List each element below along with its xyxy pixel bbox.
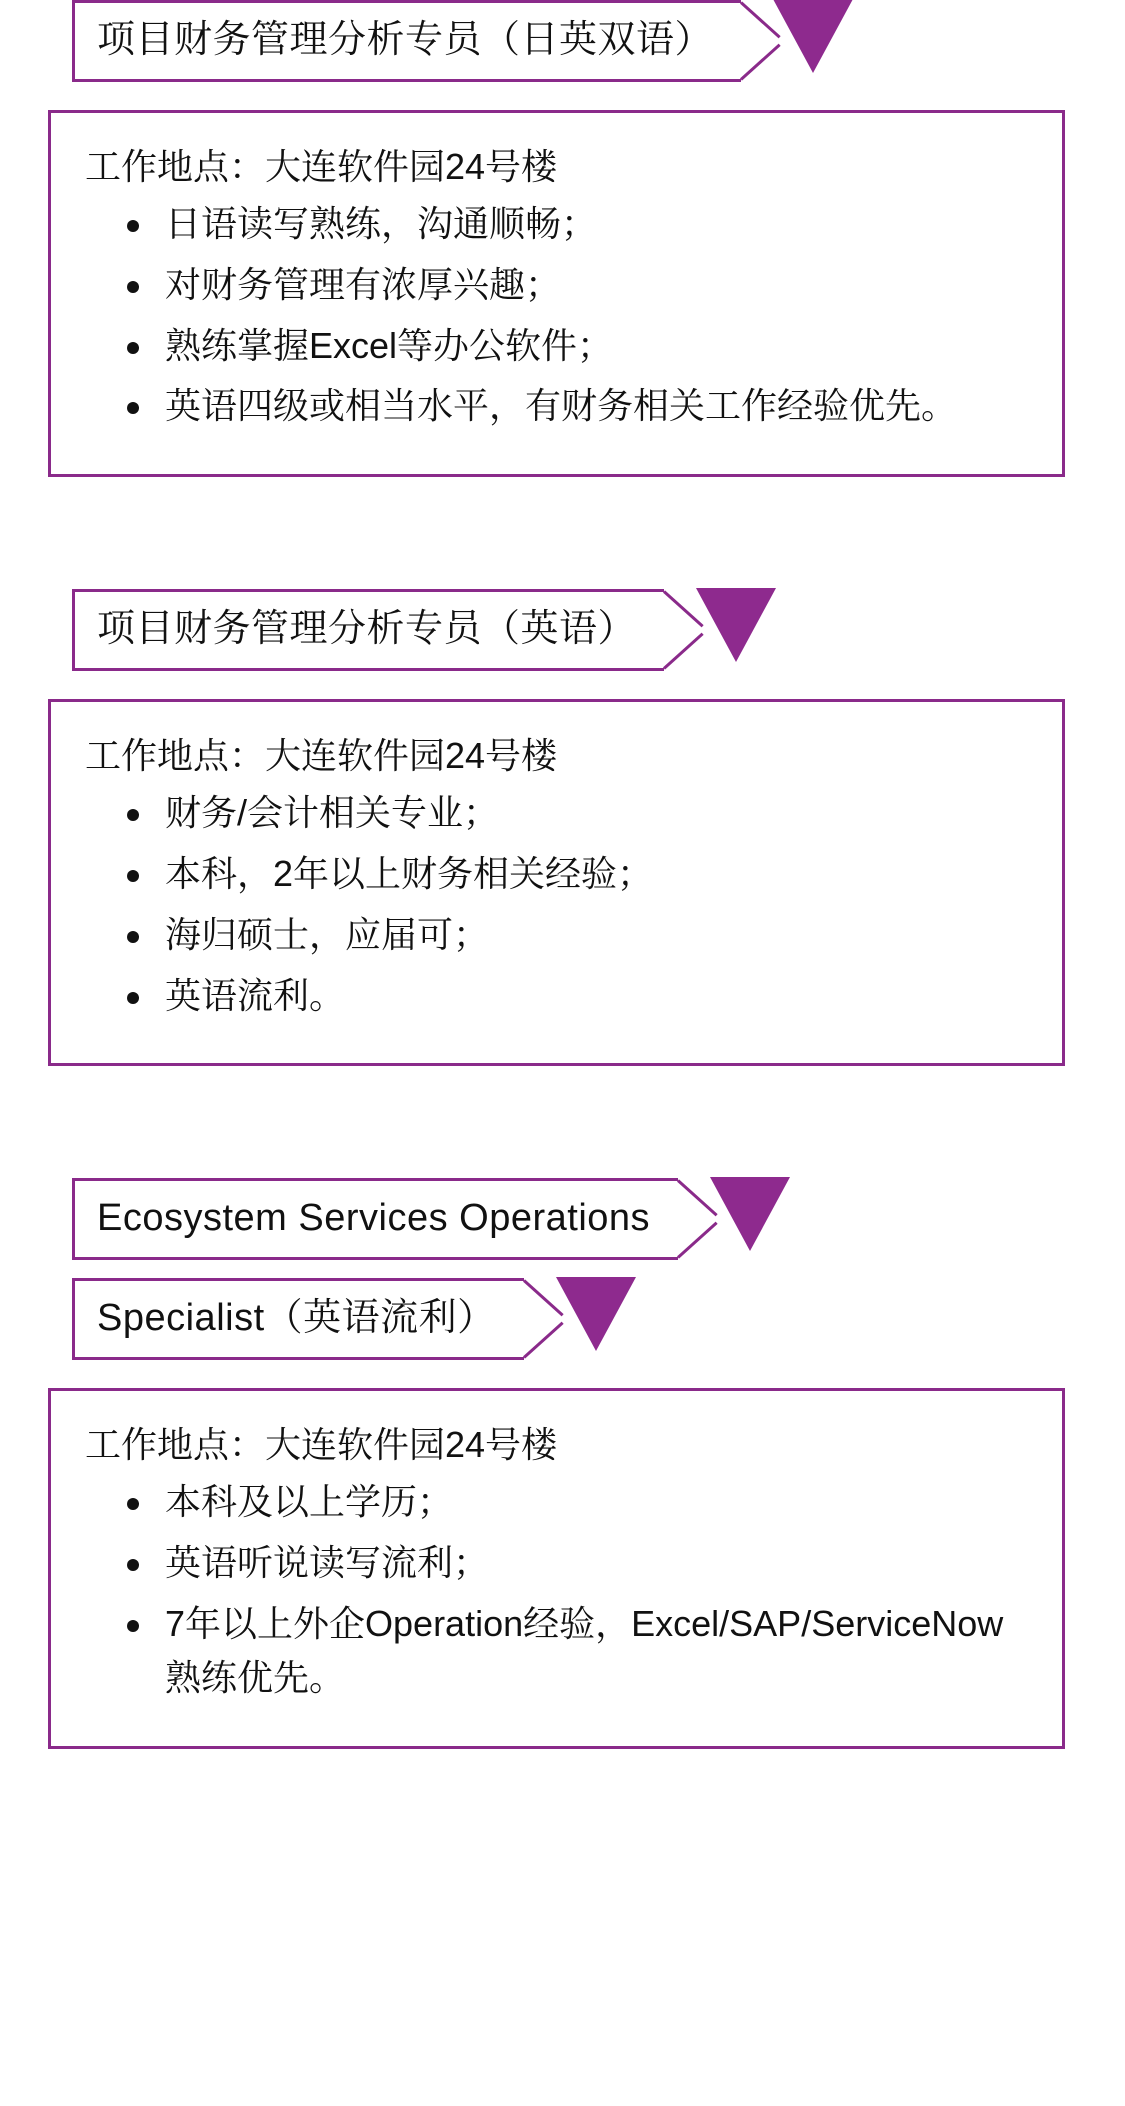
list-item: 日语读写熟练，沟通顺畅； <box>161 197 1028 252</box>
list-item: 海归硕士，应届可； <box>161 908 1028 963</box>
job-section-3 <box>0 1178 1125 1749</box>
job-requirements-list <box>85 1475 1028 1706</box>
list-item: 英语四级或相当水平，有财务相关工作经验优先。 <box>161 379 1028 434</box>
job-title-ribbon <box>72 589 664 671</box>
job-details-box <box>48 110 1065 477</box>
list-item: 对财务管理有浓厚兴趣； <box>161 258 1028 313</box>
job-title-row <box>72 589 1125 671</box>
ribbon-notch-decoration <box>664 589 710 671</box>
ribbon-notch-decoration <box>524 1278 570 1360</box>
job-title-row <box>72 1278 1125 1360</box>
job-title-text: 项目财务管理分析专员（日英双语） <box>97 19 714 61</box>
job-requirements-list <box>85 786 1028 1023</box>
job-title-text: Ecosystem Services Operations <box>97 1197 651 1240</box>
job-title-ribbon <box>72 1278 524 1360</box>
job-title-ribbon <box>72 0 741 82</box>
list-item: 本科及以上学历； <box>161 1475 1028 1530</box>
job-location: 工作地点：大连软件园24号楼 <box>85 145 558 187</box>
job-title-text: Specialist（英语流利） <box>97 1297 496 1339</box>
job-location: 工作地点：大连软件园24号楼 <box>85 1423 558 1465</box>
list-item: 本科，2年以上财务相关经验； <box>161 847 1028 902</box>
list-item: 熟练掌握Excel等办公软件； <box>161 319 1028 374</box>
job-section-2 <box>0 589 1125 1066</box>
list-item: 7年以上外企Operation经验，Excel/SAP/ServiceNow熟练优先。 <box>161 1597 1028 1706</box>
job-location: 工作地点：大连软件园24号楼 <box>85 734 558 776</box>
section-spacer <box>0 477 1125 589</box>
job-title-row <box>72 0 1125 82</box>
job-section-1 <box>0 0 1125 477</box>
job-title-text: 项目财务管理分析专员（英语） <box>97 608 637 651</box>
job-title-stack-2 <box>0 589 1125 671</box>
job-requirements-list <box>85 197 1028 434</box>
job-title-stack-1 <box>0 0 1125 82</box>
list-item: 财务/会计相关专业； <box>161 786 1028 841</box>
job-title-stack-3 <box>0 1178 1125 1359</box>
list-item: 英语听说读写流利； <box>161 1536 1028 1591</box>
ribbon-notch-decoration <box>678 1178 724 1260</box>
section-spacer <box>0 1066 1125 1178</box>
job-title-ribbon <box>72 1178 678 1260</box>
list-item: 英语流利。 <box>161 969 1028 1024</box>
job-details-box <box>48 1388 1065 1749</box>
job-title-row <box>72 1178 1125 1260</box>
ribbon-notch-decoration <box>741 0 787 82</box>
job-details-box <box>48 699 1065 1066</box>
